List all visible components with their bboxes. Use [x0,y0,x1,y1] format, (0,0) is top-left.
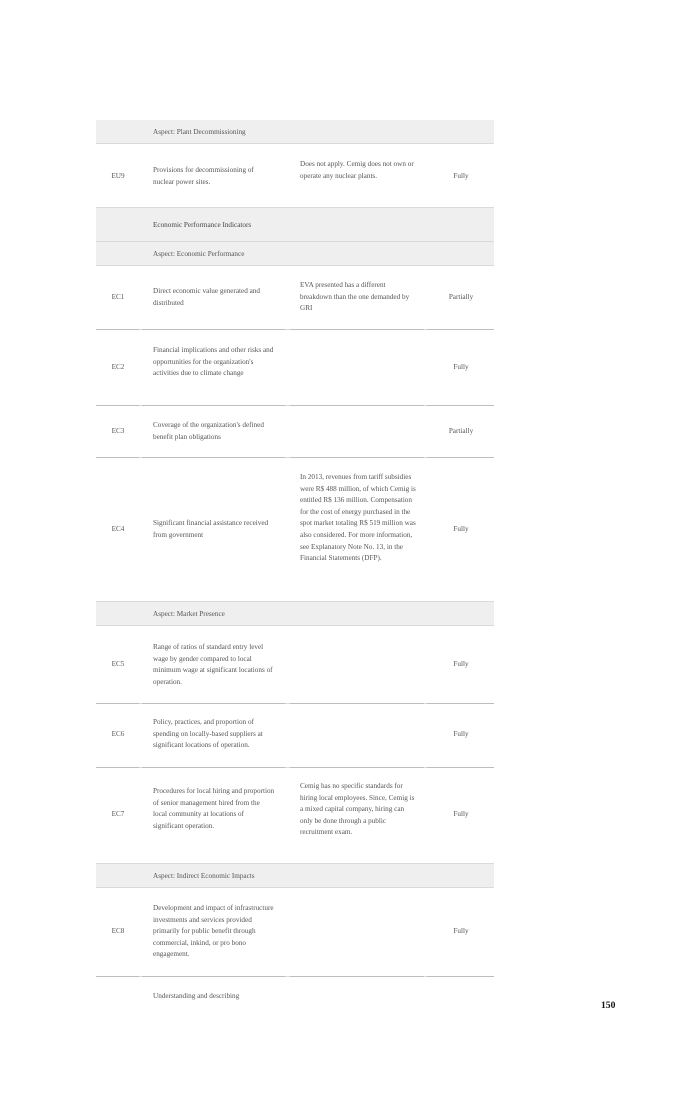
table-row [96,406,494,458]
table-row [96,888,494,977]
indicator-description: Coverage of the organization's defined benefit plan obligations [153,421,264,441]
indicator-comment: EVA presented has a different breakdown than the one demanded by GRI [300,281,410,313]
indicator-comment: Does not apply. Cemig does not own or operate any nuclear plants. [300,160,414,180]
indicator-description: Development and impact of infrastructure investments and services provided primarily for public benefit through commercial, inkind, or pro bono engagement. [153,904,274,959]
aspect-label: Aspect: Indirect Economic Impacts [153,872,255,880]
indicator-comment: In 2013, revenues from tariff subsidies were R$ 488 million, of which Cemig is entitled R$ 136 million. Compensation for the cost of energy purchased in the spot market totaling R$ 519 million was also considered. For more information, see Explanatory Note No. 13, in the Financial Statements (DFP). [300,473,416,563]
aspect-row [96,864,494,888]
indicator-code: EC3 [111,427,125,435]
indicator-comment: Cemig has no specific standards for hiring local employees. Since, Cemig is a mixed capital company, hiring can only be done through a public recruitment exam. [300,782,415,837]
indicator-reported: Fully [453,525,469,533]
table-row [96,626,494,704]
indicator-description: Significant financial assistance received from government [153,519,269,539]
aspect-row [96,120,494,144]
table-row [96,144,494,208]
indicator-reported: Fully [453,927,469,935]
table-row [96,768,494,864]
indicator-code: EC6 [111,730,125,738]
indicator-code: EC7 [111,810,125,818]
page-number: 150 [601,1000,616,1011]
gri-content-index-table [96,120,494,977]
indicator-reported: Partially [448,427,474,435]
indicator-description: Policy, practices, and proportion of spending on locally-based suppliers at significant locations of operation. [153,718,263,750]
indicator-code: EC8 [111,927,125,935]
indicator-description: Procedures for local hiring and proportion of senior management hired from the local community at locations of significant operation. [153,787,275,830]
indicator-description: Provisions for decommissioning of nuclear power sites. [153,166,254,186]
indicator-reported: Fully [453,172,469,180]
aspect-label: Aspect: Market Presence [153,610,225,618]
table-row [96,704,494,768]
table-row [96,266,494,330]
aspect-row [96,242,494,266]
section-label: Economic Performance Indicators [153,221,252,229]
aspect-label: Aspect: Plant Decommissioning [153,128,246,136]
table-row [96,330,494,406]
indicator-reported: Partially [448,293,474,301]
aspect-label: Aspect: Economic Performance [153,250,245,258]
indicator-code: EC1 [111,293,125,301]
indicator-code: EU9 [111,172,125,180]
indicator-reported: Fully [453,810,469,818]
indicator-reported: Fully [453,363,469,371]
indicator-description: Direct economic value generated and distributed [153,287,260,307]
trailing-row-text: Understanding and describing [153,992,240,1000]
indicator-code: EC5 [111,660,125,668]
table-row [96,458,494,602]
indicator-description: Range of ratios of standard entry level wage by gender compared to local minimum wage at significant locations of operation. [153,643,273,686]
indicator-code: EC2 [111,363,125,371]
indicator-reported: Fully [453,660,469,668]
section-row [96,208,494,242]
aspect-row [96,602,494,626]
indicator-code: EC4 [111,525,125,533]
indicator-reported: Fully [453,730,469,738]
indicator-description: Financial implications and other risks and opportunities for the organization's activities due to climate change [153,346,274,378]
